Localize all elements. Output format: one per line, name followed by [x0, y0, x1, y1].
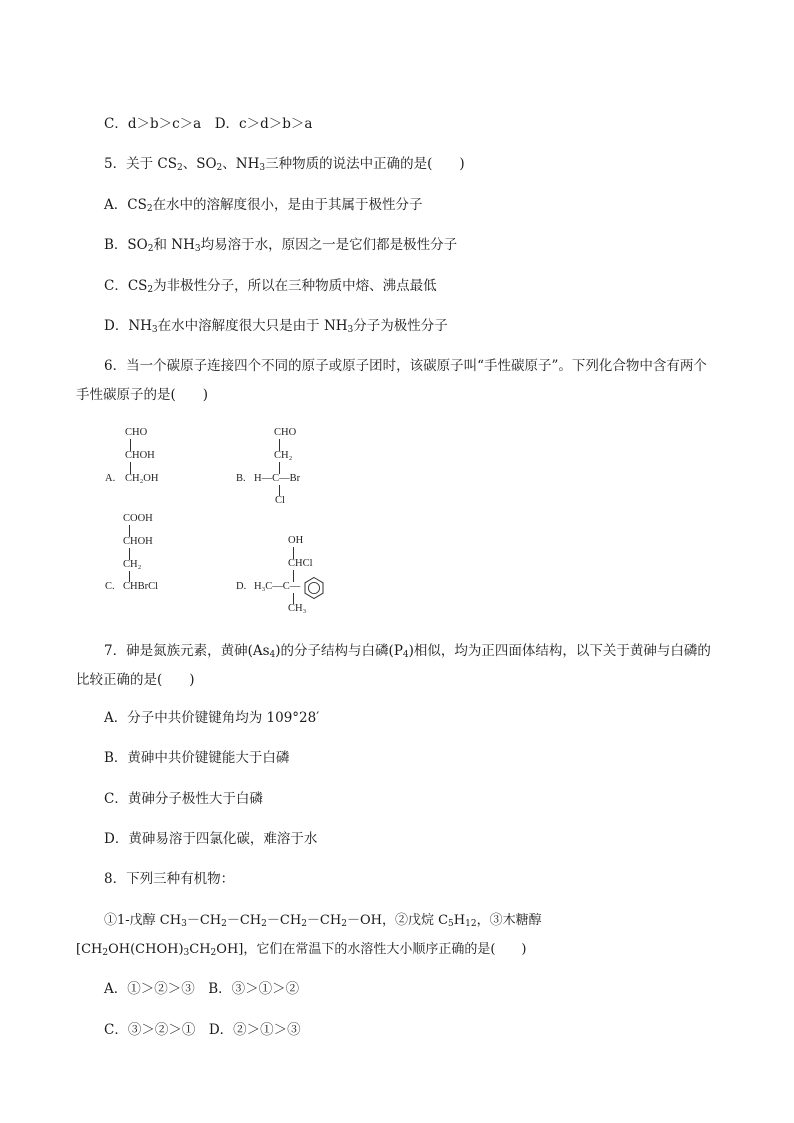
b-cho: CHO — [274, 427, 297, 438]
a-cho: CHO — [125, 427, 148, 438]
b-cl: Cl — [275, 495, 285, 506]
a-ch2oh: CH₂OH — [125, 473, 159, 484]
c-label: C. — [105, 581, 115, 592]
q6-stem: 6．当一个碳原子连接四个不同的原子或原子团时，该碳原子叫“手性碳原子”。下列化合物中含有两个手性碳原子的是( ) — [76, 358, 707, 403]
a-label: A. — [105, 473, 116, 484]
b-label: B. — [236, 473, 246, 484]
d-label: D. — [236, 581, 247, 592]
q8-stem: 8．下列三种有机物： — [104, 871, 235, 887]
q8-options-cd[interactable]: C．③＞②＞① D．②＞①＞③ — [104, 1022, 301, 1038]
b-ch2: CH₂ — [274, 450, 293, 461]
q5-option-c[interactable]: C．$CS_2$为非极性分子，所以在三种物质中熔、沸点最低 — [104, 278, 437, 295]
d-center: H₃C—C— — [254, 581, 301, 592]
q5-option-b[interactable]: B．$SO_2$和 $NH_3$均易溶于水，原因之一是它们都是极性分子 — [104, 237, 458, 254]
q5-option-d[interactable]: D．$NH_3$在水中溶解度很大只是由于 $NH_3$分子为极性分子 — [104, 318, 448, 335]
d-chcl: CHCl — [288, 558, 313, 569]
c-chbrcl: CHBrCl — [123, 581, 159, 592]
q7-option-a[interactable]: A．分子中共价键键角均为 109°28′ — [104, 710, 320, 726]
q8-body: ①1-戊醇 $CH_3-CH_2-CH_2-CH_2-CH_2-OH$，②戊烷 $C_5H_{12}$，③木糖醇$[CH_2OH(CHOH)_3CH_2OH]$，它们在常温下的水溶性大小顺序正确的是( ) — [76, 913, 542, 958]
c-ch2: CH₂ — [123, 559, 142, 570]
d-oh: OH — [288, 535, 304, 546]
q8-options-ab[interactable]: A．①＞②＞③ B．③＞①＞② — [104, 981, 300, 997]
b-center: H—C—Br — [254, 473, 301, 484]
q7-option-c[interactable]: C．黄砷分子极性大于白磷 — [104, 791, 263, 807]
benzene-ring-icon — [302, 576, 326, 600]
c-cooh: COOH — [123, 513, 153, 524]
q7-option-b[interactable]: B．黄砷中共价键键能大于白磷 — [104, 750, 290, 766]
q5-option-a[interactable]: A．$CS_2$在水中的溶解度很小，是由于其属于极性分子 — [104, 197, 423, 214]
q4-options-cd: C．d＞b＞c＞a D．c＞d＞b＞a — [104, 116, 313, 132]
c-choh: CHOH — [123, 536, 153, 547]
d-ch3: CH₃ — [288, 603, 307, 614]
q5-stem: 5．关于 $CS_2$、$SO_2$、$NH_3$三种物质的说法中正确的是( ) — [104, 156, 465, 173]
q7-option-d[interactable]: D．黄砷易溶于四氯化碳，难溶于水 — [104, 831, 318, 847]
q7-stem: 7．砷是氮族元素，黄砷$(As_4)$的分子结构与白磷$(P_4)$相似，均为正四面体结构，以下关于黄砷与白磷的比较正确的是( ) — [76, 643, 711, 688]
a-choh: CHOH — [125, 450, 155, 461]
